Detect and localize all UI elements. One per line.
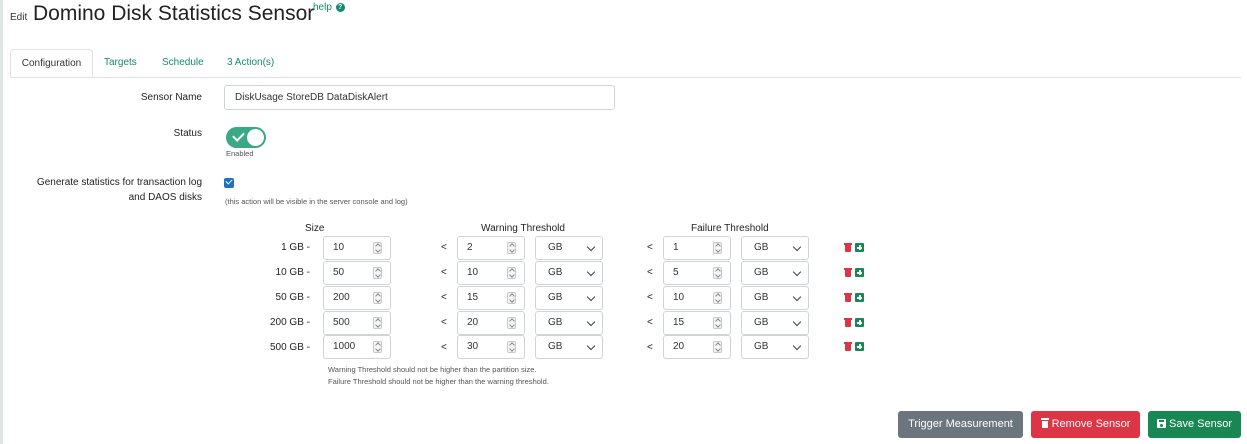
failure-input[interactable]: [663, 236, 731, 260]
spinner-icon[interactable]: [507, 341, 516, 353]
less-than-sign: <: [441, 292, 447, 303]
warning-input[interactable]: [457, 286, 525, 310]
sensor-name-input[interactable]: [224, 85, 615, 110]
warning-value: 30: [467, 341, 479, 352]
spinner-icon[interactable]: [373, 267, 382, 279]
trash-icon: [1041, 418, 1049, 428]
failure-unit-value: GB: [754, 292, 769, 303]
less-than-sign: <: [647, 317, 653, 328]
failure-unit-value: GB: [754, 267, 769, 278]
remove-sensor-button[interactable]: [1031, 411, 1140, 438]
warning-input[interactable]: [457, 261, 525, 285]
failure-unit-select[interactable]: [741, 286, 809, 310]
toggle-knob: [247, 129, 264, 146]
save-icon: [1157, 419, 1166, 428]
failure-value: 5: [673, 267, 679, 278]
spinner-icon[interactable]: [713, 292, 722, 304]
warning-value: 10: [467, 267, 479, 278]
failure-value: 20: [673, 341, 685, 352]
less-than-sign: <: [647, 292, 653, 303]
warning-unit-value: GB: [548, 267, 563, 278]
save-sensor-button[interactable]: [1148, 411, 1241, 438]
generate-stats-note: (this action will be visible in the server console and log): [225, 197, 408, 206]
status-toggle[interactable]: [226, 127, 266, 148]
chevron-down-icon: [587, 293, 595, 301]
size-column-header: Size: [305, 223, 325, 234]
chevron-down-icon: [793, 342, 801, 350]
failure-value: 1: [673, 242, 679, 253]
spinner-icon[interactable]: [373, 292, 382, 304]
generate-stats-label-line2: and DAOS disks: [128, 192, 202, 203]
size-value: 10: [333, 242, 345, 253]
warning-input[interactable]: [457, 236, 525, 260]
delete-row-icon[interactable]: [844, 342, 852, 351]
failure-unit-value: GB: [754, 341, 769, 352]
add-row-icon[interactable]: [855, 293, 864, 302]
status-label: Status: [173, 128, 202, 139]
failure-input[interactable]: [663, 311, 731, 335]
check-icon: [232, 129, 245, 142]
tab-configuration[interactable]: Configuration: [10, 49, 93, 77]
warning-unit-select[interactable]: [535, 261, 603, 285]
failure-input[interactable]: [663, 261, 731, 285]
add-row-icon[interactable]: [855, 243, 864, 252]
help-question-icon[interactable]: ?: [336, 3, 345, 12]
chevron-down-icon: [793, 243, 801, 251]
add-row-icon[interactable]: [855, 342, 864, 351]
trigger-measurement-button[interactable]: Trigger Measurement: [898, 411, 1023, 438]
generate-stats-checkbox[interactable]: [224, 178, 234, 188]
warning-value: 2: [467, 242, 473, 253]
size-value: 500: [333, 317, 350, 328]
size-input[interactable]: [323, 311, 391, 335]
row-size-label: 10 GB -: [275, 267, 310, 278]
warning-unit-select[interactable]: [535, 335, 603, 359]
delete-row-icon[interactable]: [844, 293, 852, 302]
spinner-icon[interactable]: [507, 317, 516, 329]
page-title: Domino Disk Statistics Sensor: [33, 2, 315, 25]
warning-unit-select[interactable]: [535, 236, 603, 260]
warning-unit-value: GB: [548, 242, 563, 253]
left-edge-bar: [0, 0, 3, 444]
size-value: 1000: [333, 341, 356, 352]
less-than-sign: <: [441, 267, 447, 278]
failure-unit-select[interactable]: [741, 335, 809, 359]
failure-unit-select[interactable]: [741, 311, 809, 335]
help-link[interactable]: [313, 2, 345, 13]
spinner-icon[interactable]: [373, 317, 382, 329]
delete-row-icon[interactable]: [844, 318, 852, 327]
warning-unit-value: GB: [548, 292, 563, 303]
row-size-label: 500 GB -: [269, 342, 310, 353]
chevron-down-icon: [587, 243, 595, 251]
less-than-sign: <: [647, 242, 653, 253]
warning-threshold-header: Warning Threshold: [481, 223, 565, 234]
remove-sensor-label: Remove Sensor: [1051, 418, 1131, 430]
warning-value: 20: [467, 317, 479, 328]
status-state-text: Enabled: [226, 149, 254, 158]
size-input[interactable]: [323, 286, 391, 310]
less-than-sign: <: [441, 317, 447, 328]
row-size-label: 200 GB -: [269, 317, 310, 328]
failure-unit-value: GB: [754, 242, 769, 253]
warning-unit-value: GB: [548, 341, 563, 352]
warning-value: 15: [467, 292, 479, 303]
delete-row-icon[interactable]: [844, 268, 852, 277]
less-than-sign: <: [441, 242, 447, 253]
warning-unit-value: GB: [548, 317, 563, 328]
delete-row-icon[interactable]: [844, 243, 852, 252]
generate-stats-label-line1: Generate statistics for transaction log: [36, 177, 202, 188]
less-than-sign: <: [647, 267, 653, 278]
size-input[interactable]: [323, 236, 391, 260]
spinner-icon[interactable]: [373, 341, 382, 353]
size-value: 50: [333, 267, 345, 278]
spinner-icon[interactable]: [713, 341, 722, 353]
warning-input[interactable]: [457, 311, 525, 335]
warning-unit-select[interactable]: [535, 311, 603, 335]
row-size-label: 50 GB -: [275, 292, 310, 303]
edit-label: Edit: [10, 12, 28, 23]
chevron-down-icon: [587, 342, 595, 350]
less-than-sign: <: [441, 342, 447, 353]
failure-unit-select[interactable]: [741, 236, 809, 260]
row-size-label: 1 GB -: [281, 242, 310, 253]
tab-schedule[interactable]: Schedule: [162, 57, 204, 68]
failure-input[interactable]: [663, 286, 731, 310]
tab-bar: [10, 49, 1241, 78]
spinner-icon[interactable]: [507, 242, 516, 254]
warning-threshold-hint: Warning Threshold should not be higher than the partition size.: [328, 365, 537, 374]
less-than-sign: <: [647, 342, 653, 353]
chevron-down-icon: [587, 318, 595, 326]
spinner-icon[interactable]: [373, 242, 382, 254]
failure-value: 10: [673, 292, 685, 303]
failure-unit-select[interactable]: [741, 261, 809, 285]
failure-input[interactable]: [663, 335, 731, 359]
spinner-icon[interactable]: [713, 267, 722, 279]
failure-threshold-hint: Failure Threshold should not be higher than the warning threshold.: [328, 377, 549, 386]
failure-value: 15: [673, 317, 685, 328]
chevron-down-icon: [793, 318, 801, 326]
add-row-icon[interactable]: [855, 318, 864, 327]
tab-targets[interactable]: Targets: [104, 57, 137, 68]
failure-threshold-header: Failure Threshold: [691, 223, 769, 234]
sensor-name-label: Sensor Name: [140, 92, 202, 103]
help-label[interactable]: help: [313, 2, 332, 13]
spinner-icon[interactable]: [713, 242, 722, 254]
failure-unit-value: GB: [754, 317, 769, 328]
size-input[interactable]: [323, 261, 391, 285]
warning-unit-select[interactable]: [535, 286, 603, 310]
add-row-icon[interactable]: [855, 268, 864, 277]
save-sensor-label: Save Sensor: [1169, 418, 1232, 430]
spinner-icon[interactable]: [507, 292, 516, 304]
size-input[interactable]: [323, 335, 391, 359]
spinner-icon[interactable]: [713, 317, 722, 329]
warning-input[interactable]: [457, 335, 525, 359]
size-value: 200: [333, 292, 350, 303]
chevron-down-icon: [587, 268, 595, 276]
chevron-down-icon: [793, 268, 801, 276]
spinner-icon[interactable]: [507, 267, 516, 279]
tab-actions[interactable]: 3 Action(s): [227, 57, 275, 68]
chevron-down-icon: [793, 293, 801, 301]
